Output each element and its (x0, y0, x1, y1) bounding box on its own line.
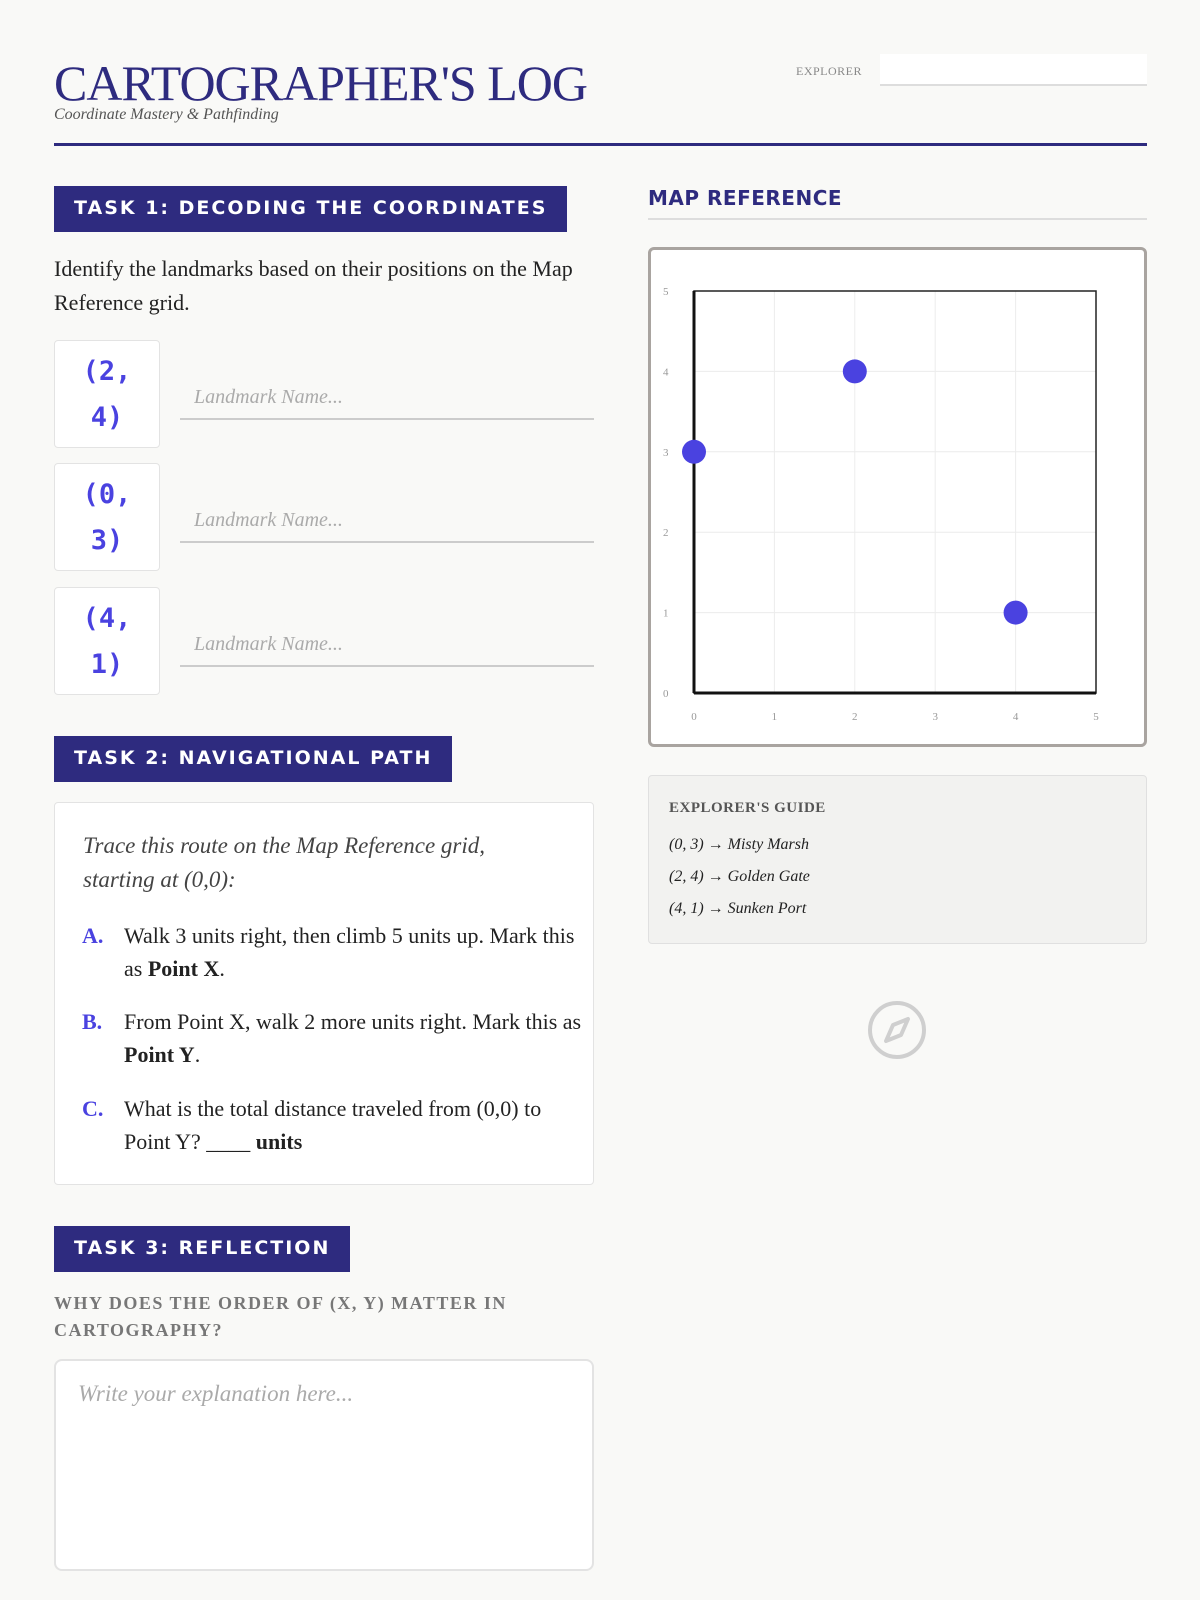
reflection-textarea[interactable] (54, 1359, 594, 1571)
guide-title: EXPLORER'S GUIDE (669, 800, 826, 816)
explorer-label: EXPLORER (796, 64, 863, 78)
x-tick-label: 4 (1012, 711, 1019, 723)
y-tick-label: 5 (663, 286, 669, 298)
landmark-name-input[interactable] (180, 623, 594, 667)
y-tick-label: 1 (663, 607, 669, 620)
plot-border (694, 291, 1096, 693)
coordinate-card: (2, 4) (54, 340, 160, 448)
x-tick-label: 0 (691, 711, 697, 723)
landmark-name-input[interactable] (180, 376, 594, 420)
guide-entry: (2, 4) → Golden Gate (669, 868, 810, 885)
step-text: What is the total distance traveled from (0,0) to Point Y? ____ units (124, 1096, 542, 1154)
compass-icon (867, 1000, 927, 1060)
page-header (54, 48, 1147, 146)
page-title: CARTOGRAPHER'S LOG (54, 55, 588, 111)
x-tick-label: 5 (1093, 711, 1099, 723)
landmark-name-input[interactable] (180, 499, 594, 543)
answer-blank[interactable]: ____ (206, 1129, 251, 1154)
step-letter: A. (82, 923, 104, 948)
page-subtitle: Coordinate Mastery & Pathfinding (54, 106, 279, 123)
task3-heading: TASK 3: REFLECTION (54, 1226, 350, 1272)
step-text: Walk 3 units right, then climb 5 units up. Mark this as Point X. (124, 923, 575, 981)
step-letter: C. (82, 1096, 104, 1121)
task2-heading: TASK 2: NAVIGATIONAL PATH (54, 736, 452, 782)
task1-intro: Identify the landmarks based on their positions on the Map Reference grid. (54, 256, 573, 315)
y-tick-label: 0 (663, 688, 669, 700)
map-reference-heading: MAP REFERENCE (648, 186, 1147, 220)
reflection-question: WHY DOES THE ORDER OF (X, Y) MATTER IN CARTOGRAPHY? (54, 1293, 507, 1340)
map-reference-frame (648, 247, 1147, 747)
map-grid-chart (651, 250, 1144, 744)
x-tick-label: 1 (771, 711, 778, 723)
y-tick-label: 2 (663, 527, 669, 540)
x-tick-label: 3 (932, 711, 938, 723)
task1-heading: TASK 1: DECODING THE COORDINATES (54, 186, 567, 232)
route-card (54, 802, 594, 1185)
route-intro: Trace this route on the Map Reference grid, starting at (0,0): (83, 833, 485, 892)
step-letter: B. (82, 1009, 103, 1034)
landmark-point (843, 359, 867, 383)
landmark-point (1004, 601, 1028, 625)
y-tick-label: 4 (663, 366, 669, 379)
step-text: From Point X, walk 2 more units right. Mark this as Point Y. (124, 1009, 582, 1067)
x-tick-label: 2 (852, 711, 858, 723)
guide-entry: (0, 3) → Misty Marsh (669, 836, 809, 853)
landmark-point (682, 440, 706, 464)
coordinate-card: (0, 3) (54, 463, 160, 571)
explorers-guide (648, 775, 1147, 944)
coordinate-card: (4, 1) (54, 587, 160, 695)
y-tick-label: 3 (663, 446, 669, 459)
explorer-name-input[interactable] (880, 54, 1147, 86)
guide-entry: (4, 1) → Sunken Port (669, 900, 807, 917)
